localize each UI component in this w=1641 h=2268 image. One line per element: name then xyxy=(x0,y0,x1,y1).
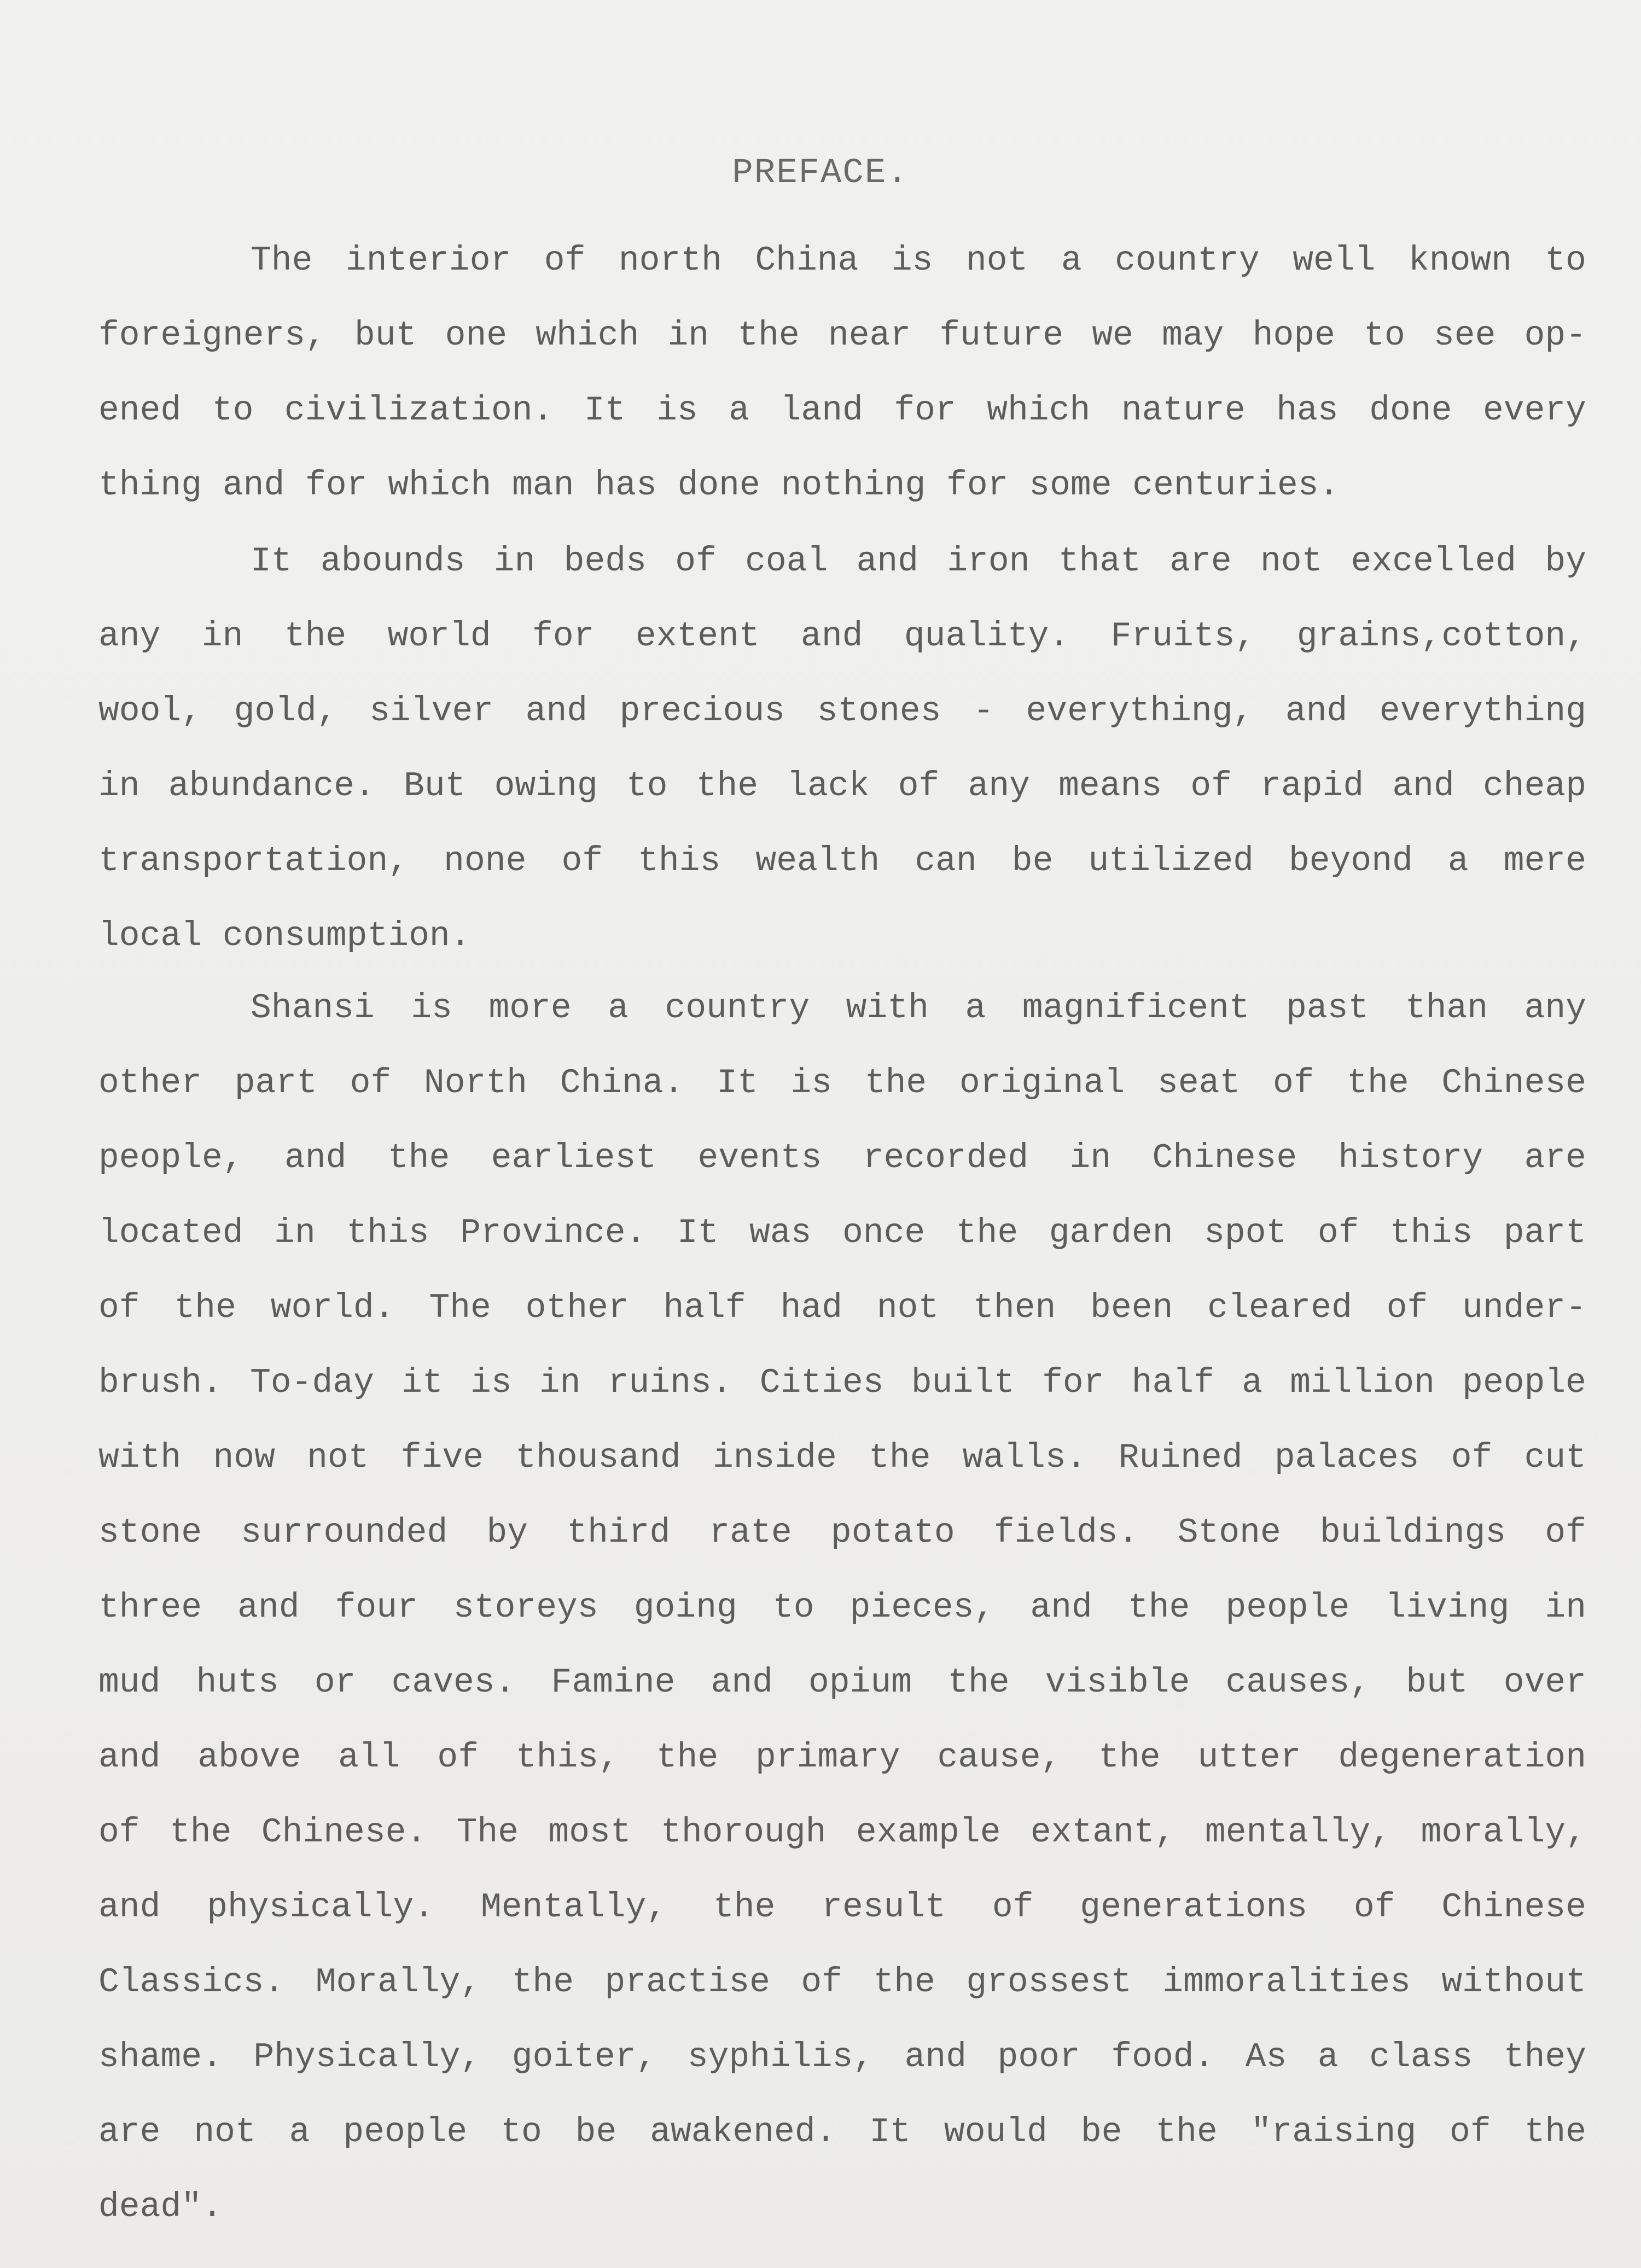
text-line: It abounds in beds of coal and iron that are not excelled by xyxy=(251,542,1586,581)
text-line: mud huts or caves. Famine and opium the visible causes, but over xyxy=(98,1663,1586,1702)
text-line: people, and the earliest events recorded in Chinese history are xyxy=(98,1139,1586,1177)
text-line: three and four storeys going to pieces, and the people living in xyxy=(98,1588,1586,1627)
paragraph-1 xyxy=(98,223,1608,523)
text-line: and physically. Mentally, the result of generations of Chinese xyxy=(98,1888,1586,1927)
text-line: The interior of north China is not a country well known to xyxy=(251,241,1586,280)
text-line: and above all of this, the primary cause, the utter degeneration xyxy=(98,1738,1586,1777)
text-line: transportation, none of this wealth can be utilized beyond a mere xyxy=(98,842,1586,881)
text-line: wool, gold, silver and precious stones - everything, and everything xyxy=(98,692,1586,731)
text-line: shame. Physically, goiter, syphilis, and poor food. As a class they xyxy=(98,2038,1586,2077)
text-line: dead". xyxy=(98,2188,223,2226)
text-line: thing and for which man has done nothing for some centuries. xyxy=(98,466,1340,505)
text-line: brush. To-day it is in ruins. Cities built for half a million people xyxy=(98,1363,1586,1402)
paragraph-3 xyxy=(98,971,1608,2244)
page-title: PREFACE. xyxy=(732,154,909,193)
text-line: of the Chinese. The most thorough example extant, mentally, morally, xyxy=(98,1813,1586,1852)
text-line: ened to civilization. It is a land for which nature has done every xyxy=(98,391,1586,430)
text-line: any in the world for extent and quality. Fruits, grains,cotton, xyxy=(98,617,1586,656)
text-line: Classics. Morally, the practise of the grossest immoralities without xyxy=(98,1963,1586,2002)
text-line: other part of North China. It is the original seat of the Chinese xyxy=(98,1064,1586,1103)
text-line: are not a people to be awakened. It would be the "raising of the xyxy=(98,2113,1586,2152)
text-line: stone surrounded by third rate potato fields. Stone buildings of xyxy=(98,1513,1586,1552)
text-line: of the world. The other half had not then been cleared of under- xyxy=(98,1288,1586,1327)
text-line: with now not five thousand inside the walls. Ruined palaces of cut xyxy=(98,1438,1586,1477)
text-line: foreigners, but one which in the near future we may hope to see op- xyxy=(98,316,1586,355)
text-line: in abundance. But owing to the lack of any means of rapid and cheap xyxy=(98,767,1586,806)
text-line: Shansi is more a country with a magnificent past than any xyxy=(251,989,1586,1028)
text-line: located in this Province. It was once the garden spot of this part xyxy=(98,1214,1586,1252)
text-line: local consumption. xyxy=(98,917,471,955)
paragraph-2 xyxy=(98,524,1608,973)
